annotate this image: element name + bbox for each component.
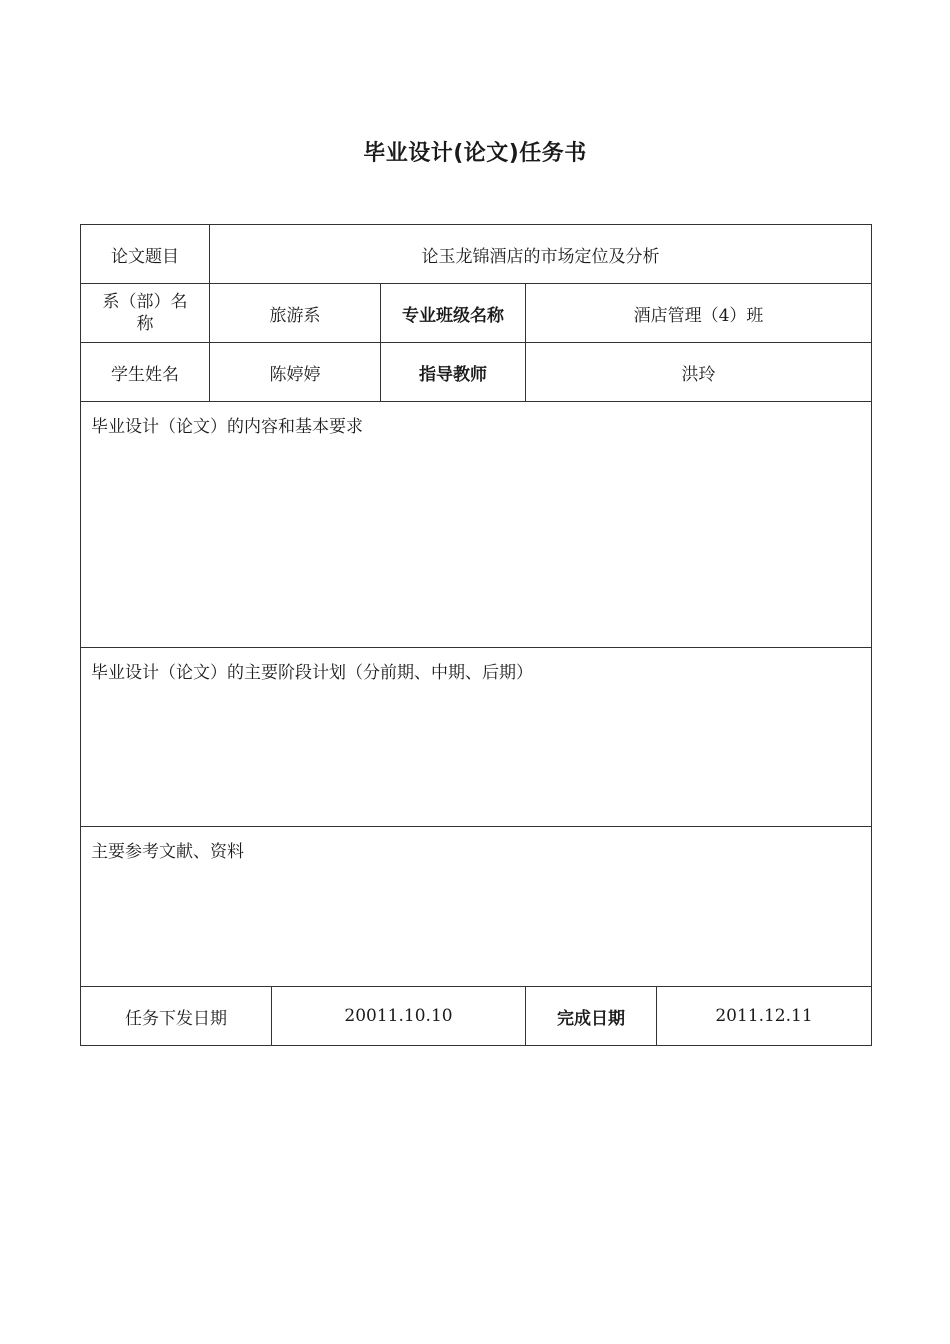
advisor-label: 指导教师 <box>381 343 526 402</box>
thesis-title-label: 论文题目 <box>81 225 210 284</box>
completion-date-value: 2011.12.11 <box>657 987 872 1046</box>
major-class-label: 专业班级名称 <box>381 284 526 343</box>
department-label-line1: 系（部）名 <box>102 292 188 312</box>
dates-row <box>81 987 872 1046</box>
student-row <box>81 343 872 402</box>
issue-date-value: 20011.10.10 <box>272 987 526 1046</box>
department-value: 旅游系 <box>210 284 381 343</box>
completion-date-label: 完成日期 <box>526 987 657 1046</box>
department-label-line2: 称 <box>136 314 154 334</box>
references-label: 主要参考文献、资料 <box>81 827 872 987</box>
student-name-label: 学生姓名 <box>81 343 210 402</box>
major-class-value: 酒店管理（4）班 <box>526 284 872 343</box>
thesis-title-value: 论玉龙锦酒店的市场定位及分析 <box>210 225 872 284</box>
content-requirements-label: 毕业设计（论文）的内容和基本要求 <box>81 402 872 648</box>
content-requirements-row <box>81 402 872 648</box>
document-title: 毕业设计(论文)任务书 <box>363 141 587 166</box>
student-name-value: 陈婷婷 <box>210 343 381 402</box>
stage-plan-label: 毕业设计（论文）的主要阶段计划（分前期、中期、后期） <box>81 648 872 827</box>
thesis-title-row <box>81 225 872 284</box>
department-row <box>81 284 872 343</box>
issue-date-label: 任务下发日期 <box>81 987 272 1046</box>
references-row <box>81 827 872 987</box>
department-label <box>81 284 210 343</box>
task-form-table <box>80 224 872 1046</box>
advisor-value: 洪玲 <box>526 343 872 402</box>
stage-plan-row <box>81 648 872 827</box>
